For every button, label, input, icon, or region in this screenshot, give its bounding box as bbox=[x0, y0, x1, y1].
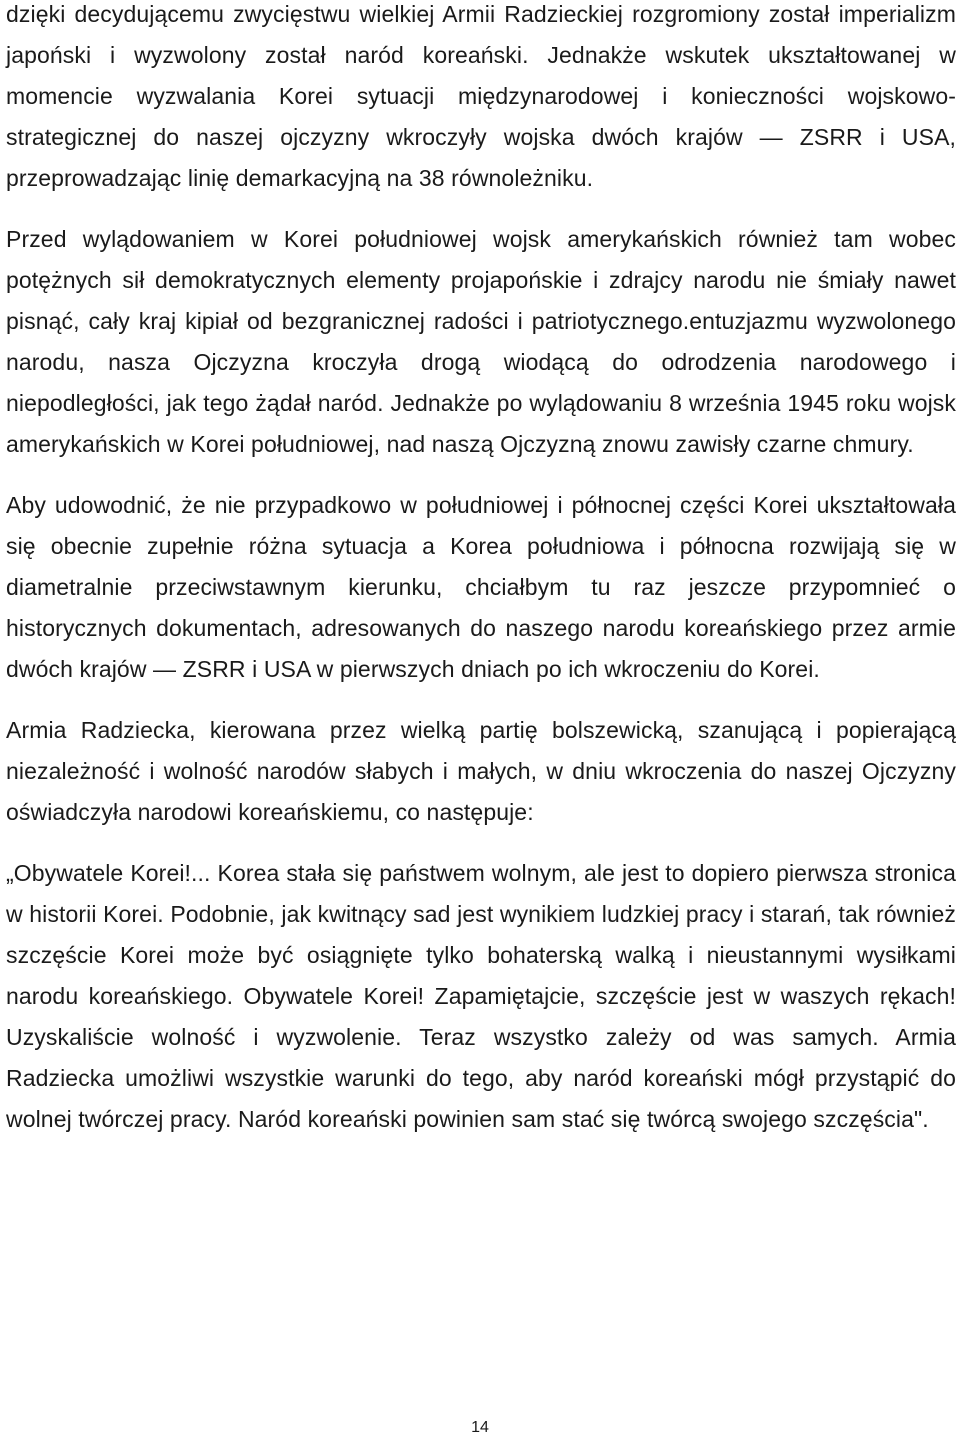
paragraph-3: Aby udowodnić, że nie przypadkowo w południowej i północnej części Korei ukształtowała się obecnie zupełnie różna sytuacja a Korea południowa i północna rozwijają się w diametralnie przeciwstawnym kierunku, chciałbym tu raz jeszcze przypomnieć o historycznych dokumentach, adresowanych do naszego narodu koreańskiego przez armie dwóch krajów — ZSRR i USA w pierwszych dniach po ich wkroczeniu do Korei. bbox=[6, 492, 956, 682]
paragraph-spacer bbox=[6, 833, 956, 853]
paragraph-spacer bbox=[6, 690, 956, 710]
paragraph-1: dzięki decydującemu zwycięstwu wielkiej Armii Radzieckiej rozgromiony został imperializm japoński i wyzwolony został naród koreański. Jednakże wskutek ukształtowanej w momencie wyzwalania Korei sytuacji międzynarodowej i konieczności wojskowo-strategicznej do naszej ojczyzny wkroczyły wojska dwóch krajów — ZSRR i USA, przeprowadzając linię demarkacyjną na 38 równoleżniku. bbox=[6, 1, 956, 191]
paragraph-spacer bbox=[6, 199, 956, 219]
document-page bbox=[6, 0, 956, 1140]
paragraph-5: „Obywatele Korei!... Korea stała się państwem wolnym, ale jest to dopiero pierwsza stronica w historii Korei. Podobnie, jak kwitnący sad jest wynikiem ludzkiej pracy i starań, tak również szczęście Korei może być osiągnięte tylko bohaterską walką i nieustannymi wysiłkami narodu koreańskiego. Obywatele Korei! Zapamiętajcie, szczęście jest w waszych rękach! Uzyskaliście wolność i wyzwolenie. Teraz wszystko zależy od was samych. Armia Radziecka umożliwi wszystkie warunki do tego, aby naród koreański mógł przystąpić do wolnej twórczej pracy. Naród koreański powinien sam stać się twórcą swojego szczęścia". bbox=[6, 860, 956, 1132]
paragraph-4: Armia Radziecka, kierowana przez wielką partię bolszewicką, szanującą i popierającą niezależność i wolność narodów słabych i małych, w dniu wkroczenia do naszej Ojczyzny oświadczyła narodowi koreańskiemu, co następuje: bbox=[6, 717, 956, 825]
paragraph-spacer bbox=[6, 465, 956, 485]
paragraph-2: Przed wylądowaniem w Korei południowej wojsk amerykańskich również tam wobec potężnych sił demokratycznych elementy projapońskie i zdrajcy narodu nie śmiały nawet pisnąć, cały kraj kipiał od bezgranicznej radości i patriotycznego.entuzjazmu wyzwolonego narodu, nasza Ojczyzna kroczyła drogą wiodącą do odrodzenia narodowego i niepodległości, jak tego żądał naród. Jednakże po wylądowaniu 8 września 1945 roku wojsk amerykańskich w Korei południowej, nad naszą Ojczyzną znowu zawisły czarne chmury. bbox=[6, 226, 956, 457]
page-number: 14 bbox=[471, 1419, 489, 1436]
